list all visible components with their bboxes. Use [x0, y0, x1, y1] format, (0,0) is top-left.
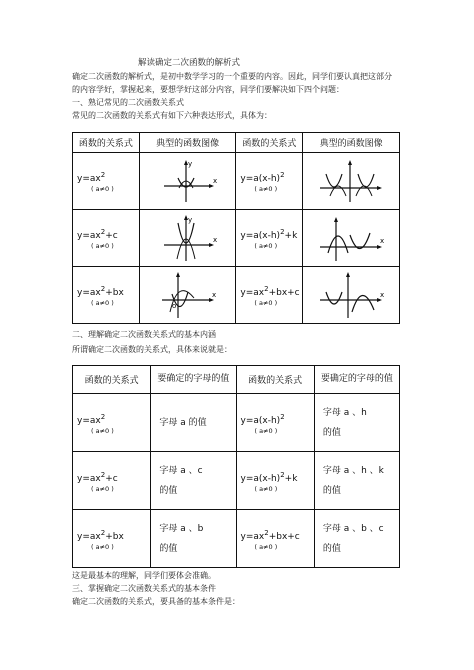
graph-cell — [303, 210, 400, 267]
function-formula: $y=ax^2$ ( a≠0 ) — [73, 153, 140, 210]
parabola-general-graph — [316, 270, 386, 320]
x-axis-label: x — [211, 291, 216, 299]
coefficient-answer: 字母 a 的值 — [151, 394, 236, 452]
function-formula: $y=ax^2+c$ ( a≠0 ) — [73, 452, 151, 510]
section-3-description: 确定二次函数的关系式，要具备的基本条件是： — [72, 597, 240, 606]
coefficient-answer: 字母 a 、h 的值 — [314, 394, 399, 452]
x-axis-label: x — [380, 291, 385, 299]
coefficient-answer: 字母 a 、b 、c 的值 — [314, 510, 399, 568]
parabola-vertical-shift-graph — [158, 213, 218, 263]
graph-cell — [139, 267, 236, 324]
coefficient-answer: 字母 a 、b 的值 — [151, 510, 236, 568]
header-graph: 典型的函数图像 — [139, 133, 236, 153]
graph-cell — [303, 153, 400, 210]
function-formula: $y=a(x-h)^2+k$ ( a≠0 ) — [236, 452, 314, 510]
header-coefficients: 要确定的字母的值 — [151, 366, 236, 394]
y-axis-label: y — [187, 216, 192, 224]
y-axis-label: y — [187, 160, 192, 168]
parabola-vertex-shifted-graph — [316, 156, 386, 206]
summary-note: 这是最基本的理解，同学们要体会准确。 — [72, 571, 216, 580]
doc-title: 解读确定二次函数的解析式 — [138, 58, 241, 68]
header-function: 函数的关系式 — [236, 366, 314, 394]
coefficient-answer: 字母 a 、h 、k 的值 — [314, 452, 399, 510]
header-graph: 典型的函数图像 — [303, 133, 400, 153]
function-formula: $y=a(x-h)^2$ ( a≠0 ) — [236, 153, 303, 210]
coefficient-table — [72, 365, 400, 568]
function-formula: $y=ax^2+bx+c$ ( a≠0 ) — [236, 510, 314, 568]
function-formula: $y=ax^2+bx+c$ ( a≠0 ) — [236, 267, 303, 324]
parabola-through-origin-graph — [158, 270, 218, 320]
intro-line-2: 的内容学好，掌握起来，要想学好这部分内容，同学们要解决如下四个问题： — [72, 85, 344, 94]
origin-label: o — [171, 302, 176, 310]
function-formula: $y=a(x-h)^2+k$ ( a≠0 ) — [236, 210, 303, 267]
graph-cell — [139, 210, 236, 267]
header-function: 函数的关系式 — [73, 133, 140, 153]
header-function: 函数的关系式 — [236, 133, 303, 153]
function-formula: $y=ax^2+bx$ ( a≠0 ) — [73, 267, 140, 324]
x-axis-label: x — [212, 236, 217, 244]
section-1-heading: 一、熟记常见的二次函数关系式 — [72, 98, 184, 107]
coefficient-answer: 字母 a 、c 的值 — [151, 452, 236, 510]
function-graph-table — [72, 132, 400, 324]
function-formula: $y=ax^2$ ( a≠0 ) — [73, 394, 151, 452]
graph-cell — [139, 153, 236, 210]
intro-line-1: 确定二次函数的解析式，是初中数学学习的一个重要的内容。因此，同学们要认真把这部分 — [72, 72, 392, 81]
x-axis-label: x — [212, 177, 217, 185]
section-2-description: 所谓确定二次函数的关系式，具体来说就是： — [72, 345, 232, 354]
section-1-description: 常见的二次函数的关系式有如下六种表达形式，具体为： — [72, 111, 272, 120]
section-2-heading: 二、理解确定二次函数关系式的基本内涵 — [72, 330, 216, 339]
function-formula: $y=a(x-h)^2$ ( a≠0 ) — [236, 394, 314, 452]
function-formula: $y=ax^2+c$ ( a≠0 ) — [73, 210, 140, 267]
function-formula: $y=ax^2+bx$ ( a≠0 ) — [73, 510, 151, 568]
parabola-vertex-origin-graph — [158, 156, 218, 206]
graph-cell — [303, 267, 400, 324]
section-3-heading: 三、掌握确定二次函数关系式的基本条件 — [72, 584, 216, 593]
header-function: 函数的关系式 — [73, 366, 151, 394]
header-coefficients: 要确定的字母的值 — [314, 366, 399, 394]
parabola-shifted-graph — [316, 213, 386, 263]
x-axis-label: x — [380, 237, 385, 245]
